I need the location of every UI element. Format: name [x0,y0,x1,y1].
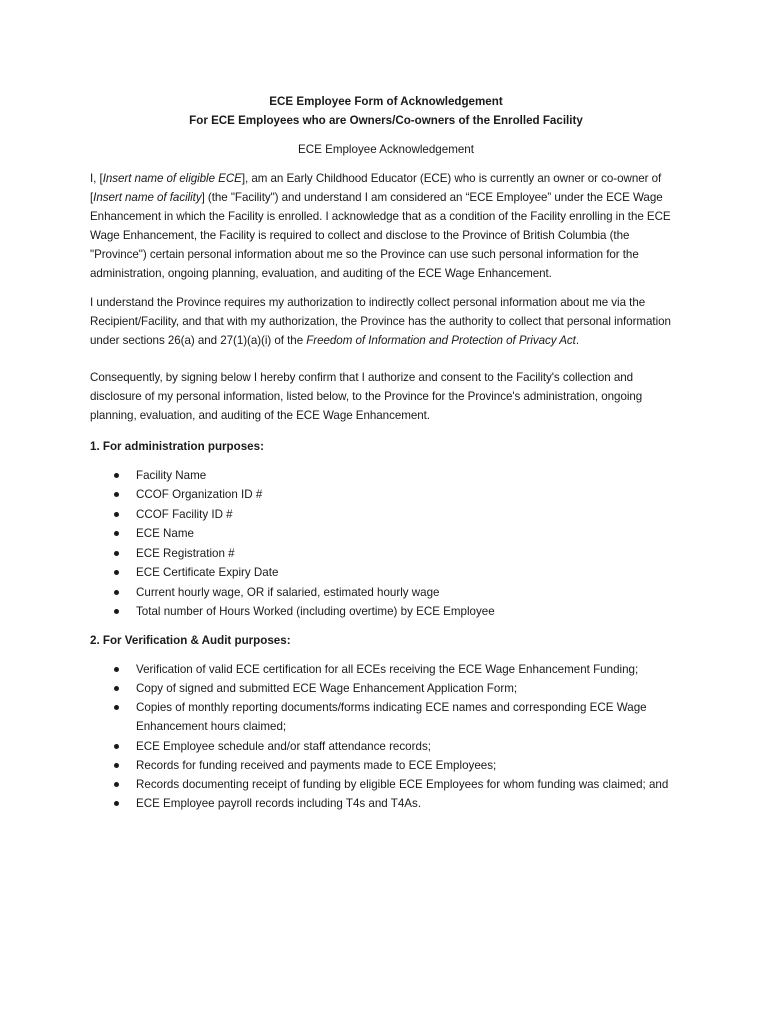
administration-purposes-list [90,466,682,622]
list-item-text: CCOF Facility ID # [136,507,233,521]
list-item [90,544,682,564]
list-item [90,775,682,794]
bullet-icon [114,667,119,672]
list-item [90,679,682,698]
list-item [90,583,682,603]
paragraph2-text-a: I understand the Province requires my authorization to indirectly collect personal information about me via the Recipient/Facility, and that with my authorization, the Province has the authority to collect that personal information under sections 26(a) and 27(1)(a)(i) of the [90,296,671,348]
title-line-2: For ECE Employees who are Owners/Co-owners of the Enrolled Facility [189,114,583,127]
list-item [90,756,682,775]
list-item-text: Facility Name [136,468,207,482]
bullet-icon [114,512,119,517]
acknowledgement-paragraph [90,170,682,283]
list-item [90,660,682,679]
list-item [90,524,682,544]
list-item-text: Verification of valid ECE certification for all ECEs receiving the ECE Wage Enhancement Funding; [136,662,639,676]
verification-audit-heading: 2. For Verification & Audit purposes: [90,633,291,647]
list-item-text: ECE Employee payroll records including T4s and T4As. [136,797,422,811]
paragraph1-text-c: ] (the "Facility") and understand I am considered an “ECE Employee” under the ECE Wage Enhancement in which the Facility is enrolled. I acknowledge that as a condition of the Facility enrolling in the ECE Wage Enhancement, the Facility is required to collect and disclose to the Province of British Columbia (the "Province") certain personal information about me so the Province can use such personal information for the administration, ongoing planning, evaluation, and auditing of the ECE Wage Enhancement. [90,190,671,280]
list-item-text: Records documenting receipt of funding by eligible ECE Employees for whom funding was claimed; and [136,778,669,792]
list-item-text: Copies of monthly reporting documents/forms indicating ECE names and corresponding ECE Wage Enhancement hours claimed; [136,701,647,734]
bullet-icon [114,609,119,614]
list-item [90,698,682,736]
bullet-icon [114,744,119,749]
bullet-icon [114,801,119,806]
bullet-icon [114,686,119,691]
foippa-act-title: Freedom of Information and Protection of Privacy Act [306,334,576,348]
document-title [90,92,682,130]
administration-purposes-heading: 1. For administration purposes: [90,439,264,453]
list-item-text: Copy of signed and submitted ECE Wage Enhancement Application Form; [136,682,518,696]
list-item [90,466,682,486]
list-item-text: ECE Name [136,527,194,541]
list-item [90,737,682,756]
list-item [90,505,682,525]
list-item-text: ECE Registration # [136,546,235,560]
bullet-icon [114,551,119,556]
paragraph2-text-b: . [575,334,579,348]
document-subtitle: ECE Employee Acknowledgement [298,143,474,156]
list-item-text: CCOF Organization ID # [136,488,263,502]
authorization-paragraph [90,294,682,351]
document-page [90,92,682,823]
bullet-icon [114,492,119,497]
paragraph1-text-b: ], am an Early Childhood Educator (ECE) who is currently an owner or co-owner of [ [90,172,662,204]
list-item [90,485,682,505]
list-item-text: ECE Employee schedule and/or staff attendance records; [136,739,431,753]
bullet-icon [114,590,119,595]
list-item [90,794,682,813]
list-item-text: Records for funding received and payments made to ECE Employees; [136,758,497,772]
list-item-text: Total number of Hours Worked (including overtime) by ECE Employee [136,605,495,619]
bullet-icon [114,570,119,575]
list-item [90,563,682,583]
bullet-icon [114,473,119,478]
bullet-icon [114,531,119,536]
bullet-icon [114,782,119,787]
title-line-1: ECE Employee Form of Acknowledgement [269,95,503,108]
bullet-icon [114,705,119,710]
facility-name-placeholder: Insert name of facility [93,190,202,204]
verification-audit-list [90,660,682,814]
eligible-ece-placeholder: Insert name of eligible ECE [102,172,242,185]
paragraph1-text-a: I, [ [90,172,103,185]
list-item-text: Current hourly wage, OR if salaried, estimated hourly wage [136,585,440,599]
consent-paragraph: Consequently, by signing below I hereby confirm that I authorize and consent to the Facility's collection and disclosure of my personal information, listed below, to the Province for the Province's administration, ongoing planning, evaluation, and auditing of the ECE Wage Enhancement. [90,371,643,422]
list-item-text: ECE Certificate Expiry Date [136,566,279,580]
bullet-icon [114,763,119,768]
list-item [90,602,682,622]
